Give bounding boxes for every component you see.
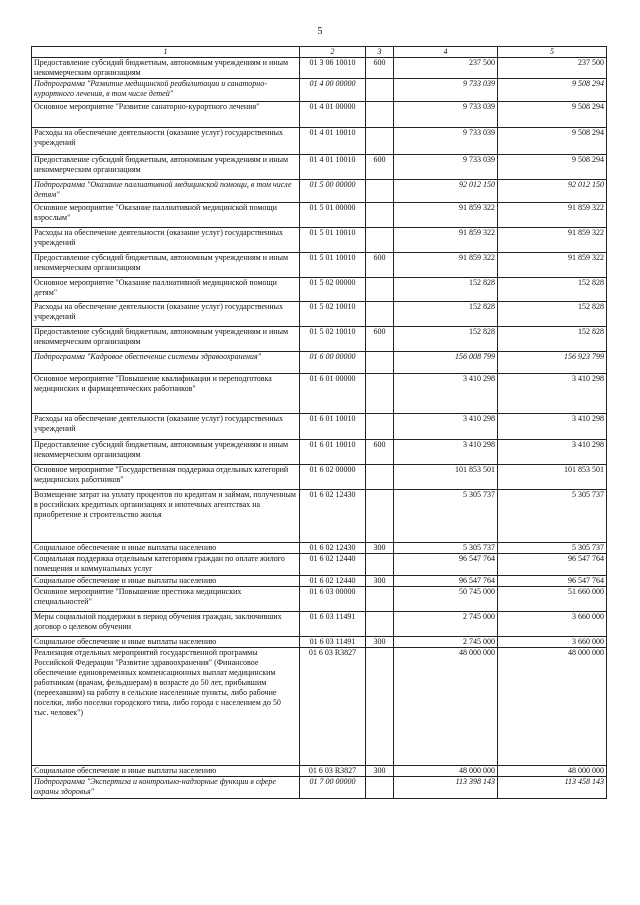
row-amount-1-cell: 9 733 039 (394, 128, 498, 155)
table-row (32, 465, 607, 490)
table-row (32, 102, 607, 128)
row-expense-type-cell: 600 (366, 253, 394, 278)
row-code-cell: 01 6 03 R3827 (300, 648, 366, 766)
row-amount-1-cell: 5 305 737 (394, 490, 498, 543)
row-code-cell: 01 6 03 11491 (300, 637, 366, 648)
row-amount-1-cell: 96 547 764 (394, 576, 498, 587)
row-name-cell: Социальная поддержка отдельным категориям граждан по оплате жилого помещения и коммунальных услуг (32, 554, 300, 576)
row-name-cell: Подпрограмма "Кадровое обеспечение системы здравоохранения" (32, 352, 300, 374)
row-expense-type-cell (366, 777, 394, 799)
table-row (32, 490, 607, 543)
header-col-3: 3 (366, 47, 394, 58)
row-code-cell: 01 6 01 10010 (300, 414, 366, 440)
table-row (32, 228, 607, 253)
row-expense-type-cell (366, 465, 394, 490)
row-code-cell: 01 3 06 10010 (300, 58, 366, 79)
row-expense-type-cell (366, 554, 394, 576)
row-amount-2-cell: 101 853 501 (498, 465, 607, 490)
row-expense-type-cell (366, 180, 394, 203)
row-amount-1-cell: 92 012 150 (394, 180, 498, 203)
row-name-cell: Основное мероприятие "Государственная поддержка отдельных категорий медицинских работников" (32, 465, 300, 490)
row-amount-1-cell: 3 410 298 (394, 374, 498, 414)
row-amount-2-cell: 9 508 294 (498, 102, 607, 128)
row-expense-type-cell (366, 352, 394, 374)
row-name-cell: Расходы на обеспечение деятельности (оказание услуг) государственных учреждений (32, 302, 300, 327)
row-amount-2-cell: 113 458 143 (498, 777, 607, 799)
row-code-cell: 01 5 01 10010 (300, 253, 366, 278)
row-name-cell: Основное мероприятие "Повышение квалификации и переподготовка медицинских и фармацевтических работников" (32, 374, 300, 414)
row-expense-type-cell (366, 490, 394, 543)
row-expense-type-cell: 300 (366, 543, 394, 554)
row-name-cell: Подпрограмма "Оказание паллиативной медицинской помощи, в том числе детям" (32, 180, 300, 203)
row-code-cell: 01 6 01 00000 (300, 374, 366, 414)
row-amount-2-cell: 9 508 294 (498, 79, 607, 102)
row-code-cell: 01 5 02 10010 (300, 302, 366, 327)
row-code-cell: 01 6 03 R3827 (300, 766, 366, 777)
row-expense-type-cell (366, 203, 394, 228)
row-amount-1-cell: 152 828 (394, 302, 498, 327)
row-expense-type-cell: 600 (366, 440, 394, 465)
row-amount-2-cell: 152 828 (498, 327, 607, 352)
row-amount-2-cell: 152 828 (498, 302, 607, 327)
row-expense-type-cell: 600 (366, 327, 394, 352)
row-code-cell: 01 5 00 00000 (300, 180, 366, 203)
row-amount-2-cell: 237 500 (498, 58, 607, 79)
table-row (32, 440, 607, 465)
row-code-cell: 01 6 02 12430 (300, 543, 366, 554)
row-name-cell: Подпрограмма "Развитие медицинской реабилитации и санаторно-курортного лечения, в том числе детей" (32, 79, 300, 102)
row-amount-2-cell: 96 547 764 (498, 576, 607, 587)
row-name-cell: Основное мероприятие "Оказание паллиативной медицинской помощи детям" (32, 278, 300, 302)
row-amount-2-cell: 3 660 000 (498, 612, 607, 637)
table-row (32, 648, 607, 766)
header-col-5: 5 (498, 47, 607, 58)
row-amount-2-cell: 91 859 322 (498, 228, 607, 253)
row-expense-type-cell: 600 (366, 58, 394, 79)
row-amount-1-cell: 91 859 322 (394, 253, 498, 278)
table-row (32, 576, 607, 587)
table-header-row (32, 47, 607, 58)
row-expense-type-cell (366, 302, 394, 327)
row-expense-type-cell (366, 612, 394, 637)
row-name-cell: Предоставление субсидий бюджетным, автономным учреждениям и иным некоммерческим организациям (32, 58, 300, 79)
row-code-cell: 01 4 01 00000 (300, 102, 366, 128)
header-col-1: 1 (32, 47, 300, 58)
row-code-cell: 01 6 02 12440 (300, 554, 366, 576)
row-expense-type-cell (366, 414, 394, 440)
row-amount-2-cell: 91 859 322 (498, 253, 607, 278)
row-amount-1-cell: 2 745 000 (394, 637, 498, 648)
row-code-cell: 01 4 01 10010 (300, 155, 366, 180)
row-amount-2-cell: 156 923 799 (498, 352, 607, 374)
row-amount-2-cell: 48 000 000 (498, 648, 607, 766)
row-name-cell: Основное мероприятие "Развитие санаторно-курортного лечения" (32, 102, 300, 128)
table-row (32, 414, 607, 440)
table-row (32, 278, 607, 302)
row-code-cell: 01 6 02 00000 (300, 465, 366, 490)
table-row (32, 587, 607, 612)
row-amount-2-cell: 5 305 737 (498, 490, 607, 543)
row-name-cell: Предоставление субсидий бюджетным, автономным учреждениям и иным некоммерческим организациям (32, 327, 300, 352)
row-amount-1-cell: 91 859 322 (394, 228, 498, 253)
row-expense-type-cell (366, 587, 394, 612)
row-expense-type-cell (366, 79, 394, 102)
row-expense-type-cell (366, 374, 394, 414)
row-name-cell: Социальное обеспечение и иные выплаты населению (32, 543, 300, 554)
table-row (32, 554, 607, 576)
table-row (32, 203, 607, 228)
row-code-cell: 01 5 01 10010 (300, 228, 366, 253)
row-code-cell: 01 7 00 00000 (300, 777, 366, 799)
row-name-cell: Расходы на обеспечение деятельности (оказание услуг) государственных учреждений (32, 128, 300, 155)
row-amount-1-cell: 50 745 000 (394, 587, 498, 612)
row-name-cell: Основное мероприятие "Повышение престижа медицинских специальностей" (32, 587, 300, 612)
row-expense-type-cell (366, 228, 394, 253)
header-col-4: 4 (394, 47, 498, 58)
row-expense-type-cell (366, 648, 394, 766)
row-code-cell: 01 6 01 10010 (300, 440, 366, 465)
row-amount-1-cell: 5 305 737 (394, 543, 498, 554)
row-code-cell: 01 4 00 00000 (300, 79, 366, 102)
row-expense-type-cell: 300 (366, 637, 394, 648)
row-code-cell: 01 6 02 12440 (300, 576, 366, 587)
row-amount-1-cell: 9 733 039 (394, 102, 498, 128)
row-name-cell: Предоставление субсидий бюджетным, автономным учреждениям и иным некоммерческим организациям (32, 440, 300, 465)
row-amount-2-cell: 92 012 150 (498, 180, 607, 203)
row-name-cell: Возмещение затрат на уплату процентов по кредитам и займам, полученным в российских кредитных организациях и ипотечных агентствах на приобретение и строительство жилья (32, 490, 300, 543)
row-amount-1-cell: 9 733 039 (394, 79, 498, 102)
table-row (32, 155, 607, 180)
row-amount-1-cell: 152 828 (394, 327, 498, 352)
row-name-cell: Реализация отдельных мероприятий государственной программы Российской Федерации "Развитие здравоохранения" (Финансовое обеспечение единовременных компенсационных выплат медицинским работникам (врачам, фельдшерам) в возрасте до 50 лет, прибывшим (переехавшим) на работу в сельские населенные пункты, либо рабочие поселки, либо поселки городского типа, либо города с населением до 50 тыс. человек") (32, 648, 300, 766)
table-row (32, 612, 607, 637)
row-expense-type-cell: 300 (366, 766, 394, 777)
row-name-cell: Предоставление субсидий бюджетным, автономным учреждениям и иным некоммерческим организациям (32, 155, 300, 180)
row-amount-1-cell: 152 828 (394, 278, 498, 302)
row-amount-1-cell: 96 547 764 (394, 554, 498, 576)
table-row (32, 327, 607, 352)
row-amount-1-cell: 91 859 322 (394, 203, 498, 228)
row-amount-1-cell: 3 410 298 (394, 440, 498, 465)
header-col-2: 2 (300, 47, 366, 58)
table-row (32, 302, 607, 327)
row-code-cell: 01 6 03 11491 (300, 612, 366, 637)
table-row (32, 253, 607, 278)
table-row (32, 766, 607, 777)
table-row (32, 352, 607, 374)
row-code-cell: 01 4 01 10010 (300, 128, 366, 155)
row-code-cell: 01 5 01 00000 (300, 203, 366, 228)
row-amount-2-cell: 3 410 298 (498, 440, 607, 465)
table-row (32, 543, 607, 554)
page-number: 5 (317, 26, 323, 37)
row-name-cell: Социальное обеспечение и иные выплаты населению (32, 576, 300, 587)
table-row (32, 180, 607, 203)
row-amount-1-cell: 101 853 501 (394, 465, 498, 490)
row-name-cell: Подпрограмма "Экспертиза и контрольно-надзорные функции в сфере охраны здоровья" (32, 777, 300, 799)
row-name-cell: Расходы на обеспечение деятельности (оказание услуг) государственных учреждений (32, 228, 300, 253)
row-amount-2-cell: 152 828 (498, 278, 607, 302)
row-amount-1-cell: 2 745 000 (394, 612, 498, 637)
row-code-cell: 01 6 02 12430 (300, 490, 366, 543)
row-amount-2-cell: 9 508 294 (498, 128, 607, 155)
row-amount-1-cell: 113 398 143 (394, 777, 498, 799)
row-amount-2-cell: 5 305 737 (498, 543, 607, 554)
row-amount-1-cell: 156 008 799 (394, 352, 498, 374)
row-name-cell: Социальное обеспечение и иные выплаты населению (32, 637, 300, 648)
row-amount-1-cell: 48 000 000 (394, 766, 498, 777)
row-amount-2-cell: 91 859 322 (498, 203, 607, 228)
row-name-cell: Предоставление субсидий бюджетным, автономным учреждениям и иным некоммерческим организациям (32, 253, 300, 278)
row-amount-2-cell: 3 410 298 (498, 414, 607, 440)
row-expense-type-cell: 600 (366, 155, 394, 180)
row-code-cell: 01 5 02 00000 (300, 278, 366, 302)
row-code-cell: 01 6 00 00000 (300, 352, 366, 374)
row-amount-1-cell: 9 733 039 (394, 155, 498, 180)
row-name-cell: Социальное обеспечение и иные выплаты населению (32, 766, 300, 777)
row-amount-2-cell: 3 660 000 (498, 637, 607, 648)
row-amount-2-cell: 9 508 294 (498, 155, 607, 180)
row-code-cell: 01 6 03 00000 (300, 587, 366, 612)
row-code-cell: 01 5 02 10010 (300, 327, 366, 352)
table-row (32, 374, 607, 414)
row-expense-type-cell (366, 128, 394, 155)
table-row (32, 128, 607, 155)
table-row (32, 58, 607, 79)
row-amount-1-cell: 237 500 (394, 58, 498, 79)
table-row (32, 79, 607, 102)
row-name-cell: Основное мероприятие "Оказание паллиативной медицинской помощи взрослым" (32, 203, 300, 228)
row-amount-1-cell: 48 000 000 (394, 648, 498, 766)
budget-table (31, 46, 607, 799)
row-expense-type-cell (366, 278, 394, 302)
row-name-cell: Расходы на обеспечение деятельности (оказание услуг) государственных учреждений (32, 414, 300, 440)
table-row (32, 637, 607, 648)
row-expense-type-cell (366, 102, 394, 128)
row-amount-2-cell: 3 410 298 (498, 374, 607, 414)
row-amount-1-cell: 3 410 298 (394, 414, 498, 440)
row-expense-type-cell: 300 (366, 576, 394, 587)
row-amount-2-cell: 51 660 000 (498, 587, 607, 612)
row-amount-2-cell: 48 000 000 (498, 766, 607, 777)
row-amount-2-cell: 96 547 764 (498, 554, 607, 576)
table-row (32, 777, 607, 799)
row-name-cell: Меры социальной поддержки в период обучения граждан, заключивших договор о целевом обучении (32, 612, 300, 637)
